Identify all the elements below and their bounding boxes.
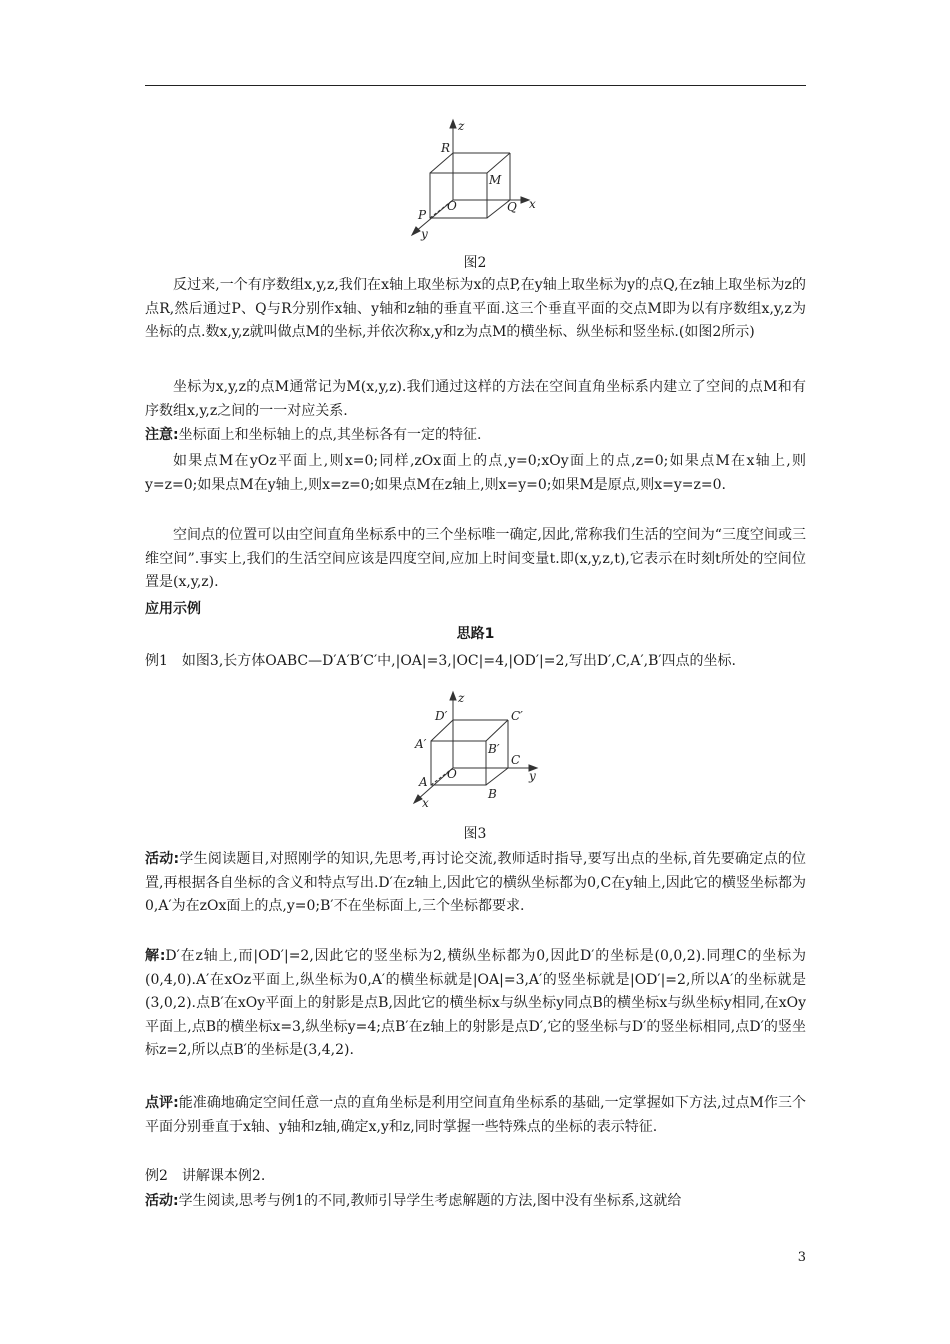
fig2-label-z: z [458,119,465,133]
fig3-label-a: A [419,775,428,789]
fig2-label-q: Q [507,200,517,214]
figure-2-diagram [405,118,545,243]
z-axis-arrow [450,120,456,128]
activity-1 [145,848,806,919]
header-rule [145,85,806,86]
activity-2 [145,1190,806,1214]
figure-3-caption: 图3 [463,826,487,842]
top-right-edge [486,720,508,741]
note-text: 坐标面上和坐标轴上的点,其坐标各有一定的特征. [178,427,482,443]
fig3-label-z: z [458,691,465,705]
fig3-label-b-prime: B′ [488,742,500,756]
solution-text: D′在z轴上,而|OD′|=2,因此它的竖坐标为2,横纵坐标都为0,因此D′的坐标是(0,0,2).同理C的坐标为(0,4,0).A′在xOz平面上,纵坐标为0,A′的横坐标就是|OA|=3,A′的竖坐标就是|OD′|=2,所以A′的坐标就是(3,0,2).点B′在xOy平面上的射影是点B,因此它的横坐标x与纵坐标y同点B的横坐标x与纵坐标y相同,在xOy平面上,点B的横坐标x=3,纵坐标y=4;点B′在z轴上的射影是点D′,它的竖坐标与D′的竖坐标相同,点D′的竖坐标z=2,所以点B′的坐标是(3,4,2). [145,948,806,1059]
top-left-edge [430,153,453,173]
fig3-label-d-prime: D′ [435,709,448,723]
fig3-label-c: C [511,753,521,767]
fig3-label-a-prime: A′ [415,737,427,751]
fig3-label-c-prime: C′ [511,709,523,723]
fig3-label-y: y [529,769,536,783]
fig2-label-m: M [489,173,502,187]
example-1: 例1 如图3,长方体OABC—D′A′B′C′中,|OA|=3,|OC|=4,|OD′|=2,写出D′,C,A′,B′四点的坐标. [145,653,737,669]
page-number: 3 [797,1250,806,1265]
comment [145,1092,806,1139]
fig2-label-o: O [447,199,457,213]
note-paragraph [145,424,806,448]
note-label: 注意: [145,427,179,443]
bottom-right-edge [486,768,508,785]
paragraph-space: 空间点的位置可以由空间直角坐标系中的三个坐标唯一确定,因此,常称我们生活的空间为“三度空间或三维空间”.事实上,我们的生活空间应该是四度空间,应加上时间变量t.即(x,y,z,t),它表示在时刻t所处的空间位置是(x,y,z). [145,527,806,591]
solution [145,945,806,1063]
comment-label: 点评: [145,1095,179,1111]
fig2-label-p: P [418,208,427,222]
paragraph-notation: 坐标为x,y,z的点M通常记为M(x,y,z).我们通过这样的方法在空间直角坐标系内建立了空间的点M和有序数组x,y,z之间的一一对应关系. [145,379,806,419]
z-axis-arrow [450,692,456,700]
solution-label: 解: [145,948,166,964]
comment-text: 能准确地确定空间任意一点的直角坐标是利用空间直角坐标系的基础,一定掌握如下方法,过点M作三个平面分别垂直于x轴、y轴和z轴,确定x,y和z,同时掌握一些特殊点的坐标的表示特征. [145,1095,807,1135]
fig3-label-b: B [488,787,497,801]
activity-1-text: 学生阅读题目,对照刚学的知识,先思考,再讨论交流,教师适时指导,要写出点的坐标,首先要确定点的位置,再根据各自坐标的含义和特点写出.D′在z轴上,因此它的横纵坐标都为0,C在y轴上,因此它的横竖坐标都为0,A′为在zOx面上的点,y=0;B′不在坐标面上,三个坐标都要求. [145,851,806,915]
top-left-edge [431,720,453,741]
fig2-label-y: y [421,227,428,241]
activity-1-label: 活动: [145,851,180,867]
subtitle: 思路1 [456,626,495,642]
figure-2-caption: 图2 [463,255,487,271]
fig3-label-x: x [422,796,429,810]
fig2-label-x: x [529,197,536,211]
x-axis-arrow [521,197,529,203]
paragraph-reverse: 反过来,一个有序数组x,y,z,我们在x轴上取坐标为x的点P,在y轴上取坐标为y的点Q,在z轴上取坐标为z的点R,然后通过P、Q与R分别作x轴、y轴和z轴的垂直平面.这三个垂直平面的交点M即为以有序数组x,y,z为坐标的点.数x,y,z就叫做点M的坐标,并依次称x,y和z为点M的横坐标、纵坐标和竖坐标.(如图2所示) [145,277,806,341]
activity-2-label: 活动: [145,1193,179,1209]
section-title: 应用示例 [145,601,201,617]
example-2: 例2 讲解课本例2. [145,1168,266,1184]
top-right-edge [487,153,510,173]
activity-2-text: 学生阅读,思考与例1的不同,教师引导学生考虑解题的方法,图中没有坐标系,这就给 [178,1193,682,1209]
figure-3-diagram [405,690,545,810]
fig3-label-o: O [447,767,457,781]
fig2-label-r: R [441,141,451,155]
paragraph-special-points: 如果点M在yOz平面上,则x=0;同样,zOx面上的点,y=0;xOy面上的点,z=0;如果点M在x轴上,则y=z=0;如果点M在y轴上,则x=z=0;如果点M在z轴上,则x=y=0;如果M是原点,则x=y=z=0. [145,453,806,493]
